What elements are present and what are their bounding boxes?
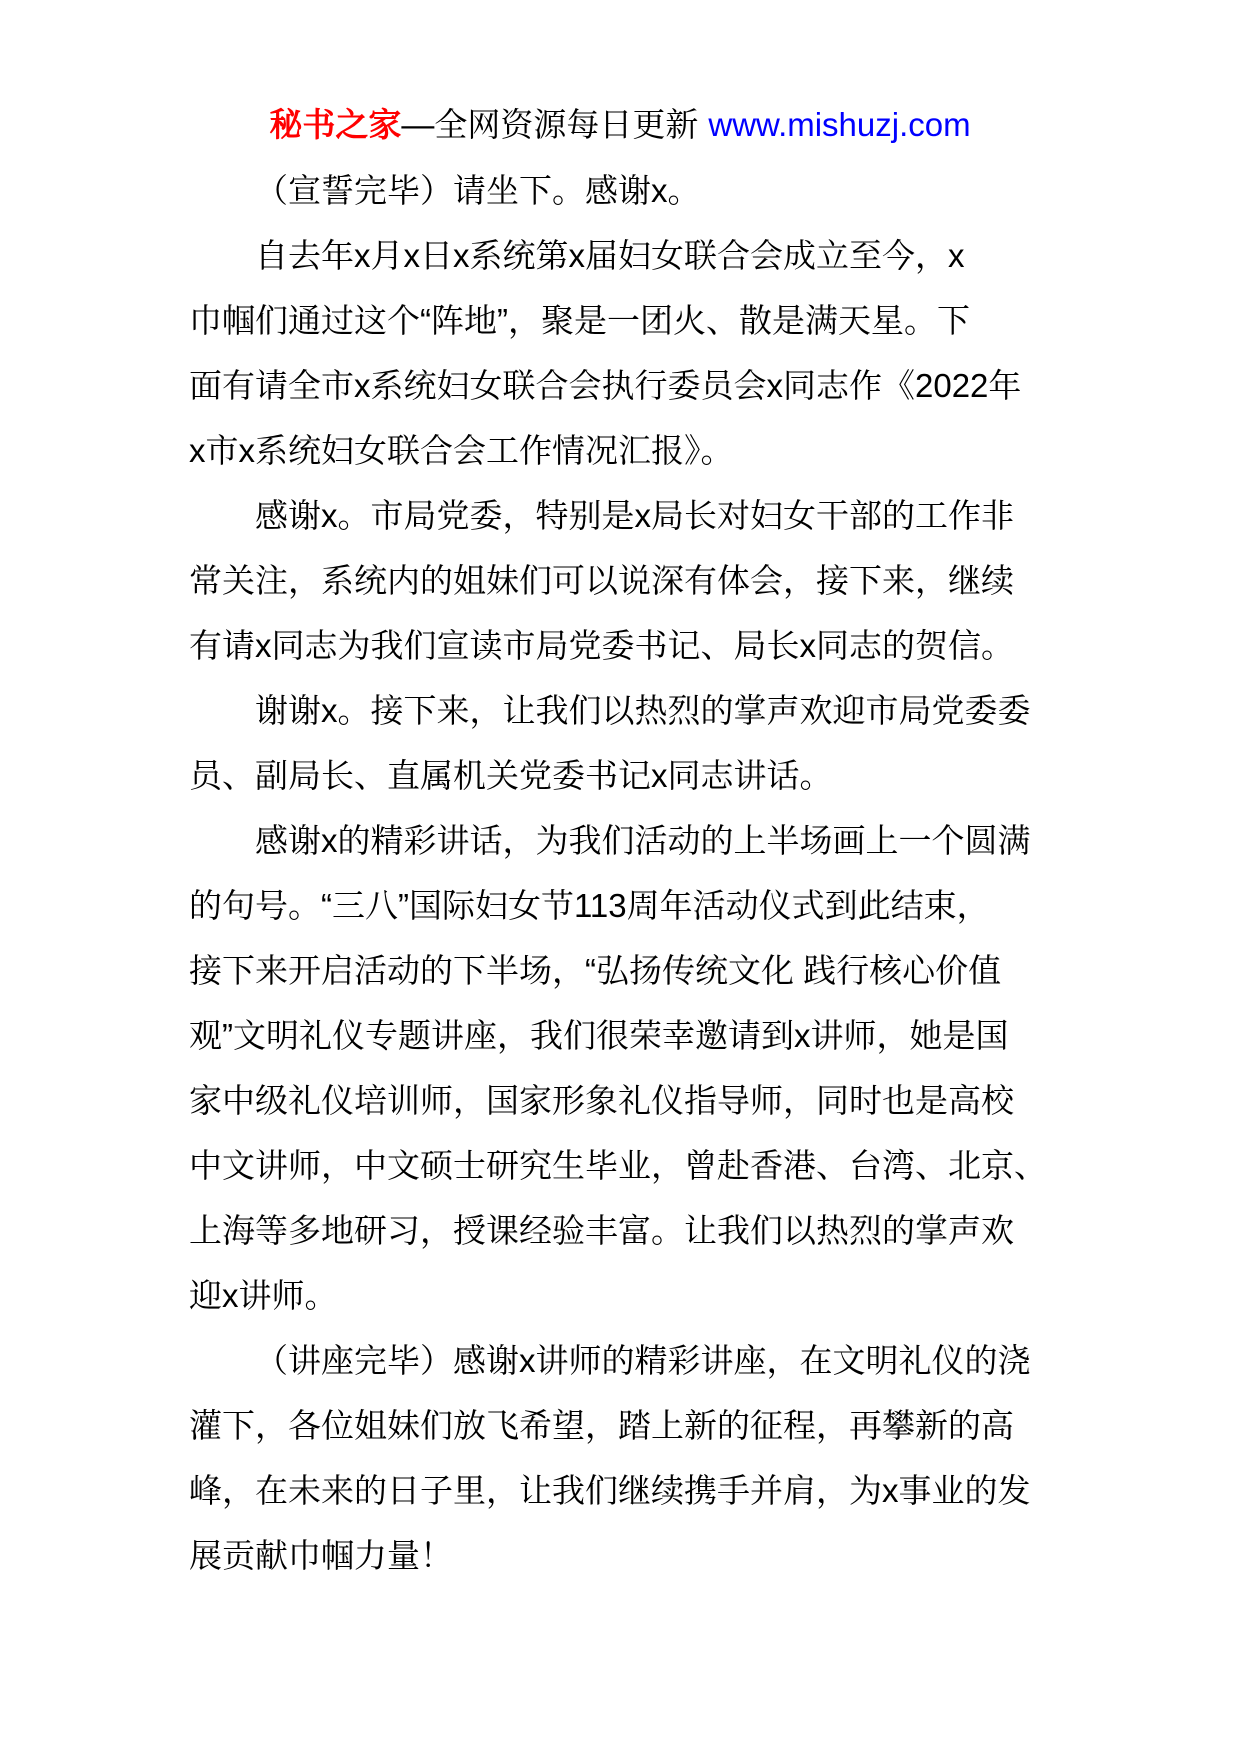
paragraph [189, 483, 1056, 678]
text-line: （讲座完毕）感谢x讲师的精彩讲座，在文明礼仪的浇 [255, 1342, 1031, 1379]
text-line: 巾帼们通过这个“阵地”，聚是一团火、散是满天星。下 [189, 302, 970, 339]
text-line: 面有请全市x系统妇女联合会执行委员会x同志作《2022年 [189, 367, 1022, 404]
text-line: 常关注，系统内的姐妹们可以说深有体会，接下来，继续 [189, 562, 1014, 599]
text-line: 峰，在未来的日子里，让我们继续携手并肩，为x事业的发 [189, 1472, 1031, 1509]
text-line: 谢谢x。接下来，让我们以热烈的掌声欢迎市局党委委 [255, 692, 1031, 729]
text-line: 有请x同志为我们宣读市局党委书记、局长x同志的贺信。 [189, 627, 1014, 664]
text-line: x市x系统妇女联合会工作情况汇报》。 [189, 432, 734, 469]
site-tagline: —全网资源每日更新 [401, 106, 699, 143]
paragraph [189, 808, 1056, 1328]
text-line: 感谢x的精彩讲话，为我们活动的上半场画上一个圆满 [255, 822, 1031, 859]
text-line: 的句号。“三八”国际妇女节113周年活动仪式到此结束， [189, 887, 990, 924]
text-line: 上海等多地研习，授课经验丰富。让我们以热烈的掌声欢 [189, 1212, 1014, 1249]
brand-name: 秘书之家 [269, 106, 402, 143]
text-line: 中文讲师，中文硕士研究生毕业，曾赴香港、台湾、北京、 [189, 1147, 1047, 1184]
paragraph [189, 1328, 1056, 1588]
text-line: 迎x讲师。 [189, 1277, 338, 1314]
site-header [189, 92, 1051, 157]
text-line: 员、副局长、直属机关党委书记x同志讲话。 [189, 757, 833, 794]
text-line: 接下来开启活动的下半场，“弘扬传统文化 践行核心价值 [189, 952, 1002, 989]
document-body [189, 158, 1056, 1588]
text-line: 展贡献巾帼力量！ [189, 1537, 453, 1574]
text-line: 感谢x。市局党委，特别是x局长对妇女干部的工作非 [255, 497, 1014, 534]
paragraph [189, 158, 1056, 223]
site-url-link[interactable]: www.mishuzj.com [708, 106, 971, 143]
text-line: 自去年x月x日x系统第x届妇女联合会成立至今，x [255, 237, 965, 274]
text-line: 灌下，各位姐妹们放飞希望，踏上新的征程，再攀新的高 [189, 1407, 1014, 1444]
text-line: 观”文明礼仪专题讲座，我们很荣幸邀请到x讲师，她是国 [189, 1017, 1009, 1054]
text-line: （宣誓完毕）请坐下。感谢x。 [255, 172, 701, 209]
paragraph [189, 678, 1056, 808]
text-line: 家中级礼仪培训师，国家形象礼仪指导师，同时也是高校 [189, 1082, 1014, 1119]
paragraph [189, 223, 1056, 483]
